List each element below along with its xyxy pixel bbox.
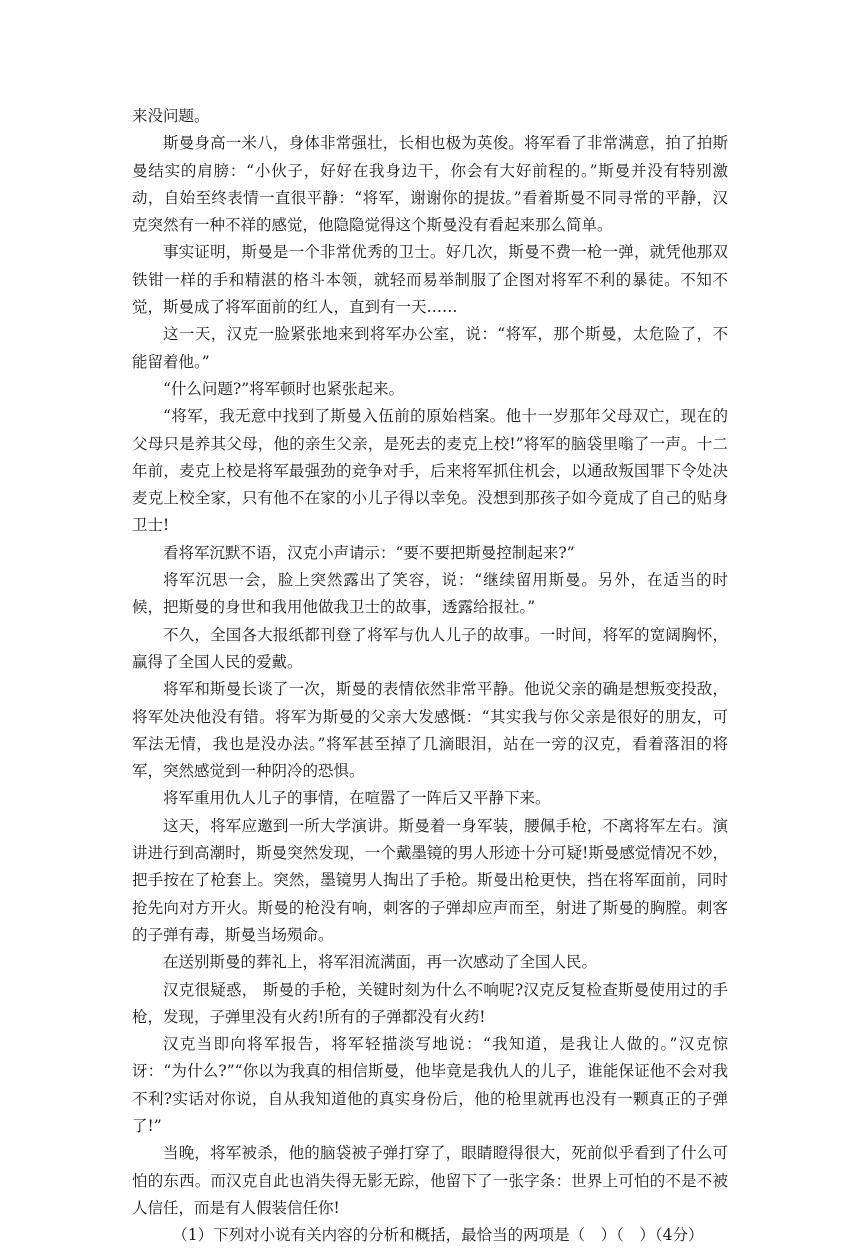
paragraph: 当晚，将军被杀，他的脑袋被子弹打穿了，眼睛瞪得很大，死前似乎看到了什么可怕的东西。而汉克自此也消失得无影无踪，他留下了一张字条：世界上可怕的不是不被人信任，而是有人假装信任你! <box>132 1144 728 1217</box>
paragraph: 斯曼身高一米八，身体非常强壮，长相也极为英俊。将军看了非常满意，拍了拍斯曼结实的肩膀：“小伙子，好好在我身边干，你会有大好前程的。”斯曼并没有特别激动，自始至终表情一直很平静：“将军，谢谢你的提拔。”看着斯曼不同寻常的平静，汉克突然有一种不祥的感觉，他隐隐觉得这个斯曼没有看起来那么简单。 <box>132 134 728 235</box>
document-page <box>132 103 728 1249</box>
paragraph: 这天，将军应邀到一所大学演讲。斯曼着一身军装，腰佩手枪，不离将军左右。演讲进行到高潮时，斯曼突然发现，一个戴墨镜的男人形迹十分可疑!斯曼感觉情况不妙，把手按在了枪套上。突然，墨镜男人掏出了手枪。斯曼出枪更快，挡在将军面前，同时抢先向对方开火。斯曼的枪没有响，刺客的子弹却应声而至，射进了斯曼的胸膛。刺客的子弹有毒，斯曼当场殒命。 <box>132 816 728 944</box>
paragraph: “什么问题?”将军顿时也紧张起来。 <box>163 379 405 398</box>
paragraph: 将军重用仇人儿子的事情，在喧嚣了一阵后又平静下来。 <box>163 789 551 808</box>
paragraph: 在送别斯曼的葬礼上，将军泪流满面，再一次感动了全国人民。 <box>163 953 598 972</box>
paragraph: 不久，全国各大报纸都刊登了将军与仇人儿子的故事。一时间，将军的宽阔胸怀，赢得了全国人民的爱戴。 <box>132 625 728 671</box>
question-prompt: （1）下列对小说有关内容的分析和概括，最恰当的两项是（ ）（ ）（4分） <box>172 1226 704 1245</box>
paragraph: 这一天，汉克一脸紧张地来到将军办公室，说：“将军，那个斯曼，太危险了，不能留着他。” <box>132 325 728 371</box>
paragraph: 看将军沉默不语，汉克小声请示：“要不要把斯曼控制起来?” <box>163 543 575 562</box>
paragraph: 汉克当即向将军报告，将军轻描淡写地说：“我知道，是我让人做的。”汉克惊讶：“为什么?”“你以为我真的相信斯曼，他毕竟是我仇人的儿子，谁能保证他不会对我不利?实话对你说，自从我知道他的真实身份后，他的枪里就再也没有一颗真正的子弹了!” <box>132 1035 728 1135</box>
paragraph: “将军，我无意中找到了斯曼入伍前的原始档案。他十一岁那年父母双亡，现在的父母只是养其父母，他的亲生父亲，是死去的麦克上校!”将军的脑袋里嗡了一声。十二年前，麦克上校是将军最强劲的竞争对手，后来将军抓住机会，以通敌叛国罪下令处决麦克上校全家，只有他不在家的小儿子得以幸免。没想到那孩子如今竟成了自己的贴身卫士! <box>132 407 728 535</box>
paragraph: 汉克很疑惑， 斯曼的手枪，关键时刻为什么不响呢?汉克反复检查斯曼使用过的手枪，发现，子弹里没有火药!所有的子弹都没有火药! <box>132 980 728 1026</box>
paragraph: 将军沉思一会，脸上突然露出了笑容，说：“继续留用斯曼。另外，在适当的时候，把斯曼的身世和我用他做我卫士的故事，透露给报社。” <box>132 571 728 617</box>
paragraph: 将军和斯曼长谈了一次，斯曼的表情依然非常平静。他说父亲的确是想叛变投敌，将军处决他没有错。将军为斯曼的父亲大发感慨：“其实我与你父亲是很好的朋友，可军法无情，我也是没办法。”将军甚至掉了几滴眼泪，站在一旁的汉克，看着落泪的将军，突然感觉到一种阴冷的恐惧。 <box>132 680 728 781</box>
paragraph: 事实证明，斯曼是一个非常优秀的卫士。好几次，斯曼不费一枪一弹，就凭他那双铁钳一样的手和精湛的格斗本领，就轻而易举制服了企图对将军不利的暴徒。不知不觉，斯曼成了将军面前的红人，直到有一天…… <box>132 243 728 317</box>
paragraph: 来没问题。 <box>132 107 210 125</box>
